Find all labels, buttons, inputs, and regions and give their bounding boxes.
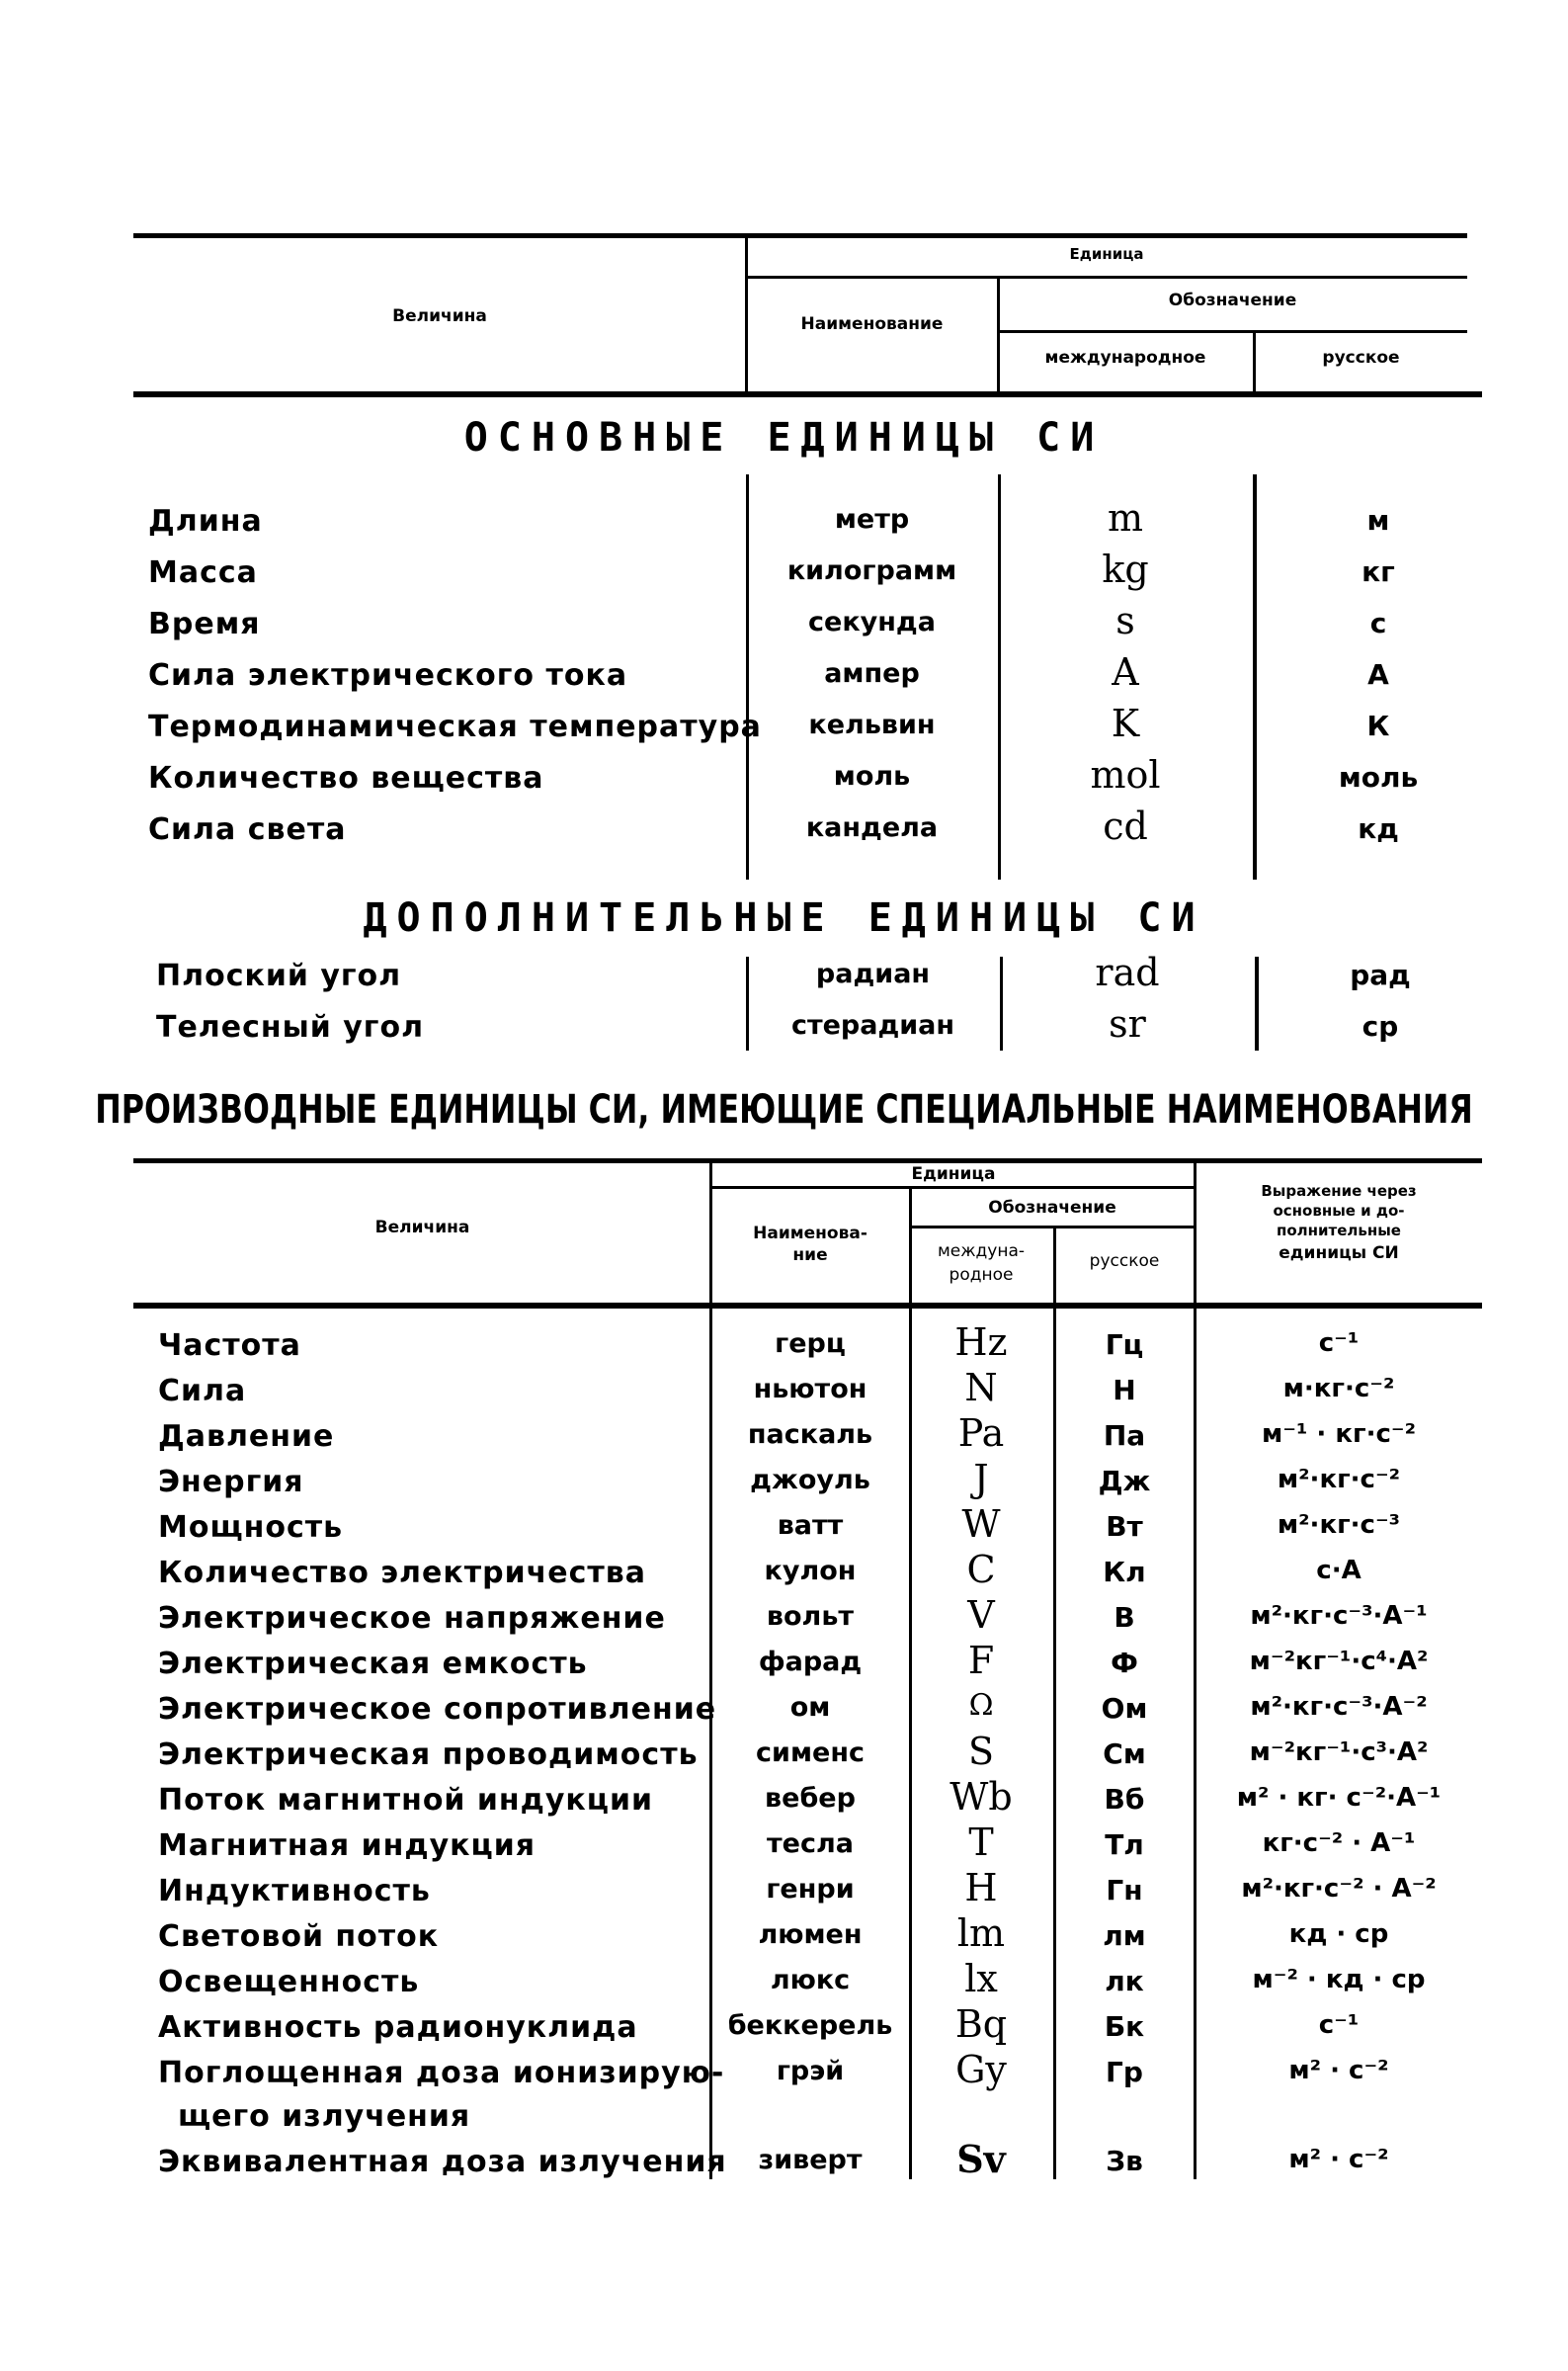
expr-cell: с·А	[1316, 1556, 1362, 1585]
header-quantity: Величина	[392, 306, 487, 326]
rus-cell: Па	[1103, 1419, 1146, 1452]
rus-cell: рад	[1350, 959, 1411, 991]
derived-header-quantity: Величина	[374, 1218, 470, 1237]
intl-cell: lx	[964, 1957, 998, 2000]
name-cell: стерадиан	[790, 1010, 955, 1041]
intl-cell: Hz	[954, 1320, 1008, 1364]
derived-header-expr-2: основные и до-	[1273, 1202, 1405, 1220]
header-russian: русское	[1322, 348, 1400, 368]
name-cell: ньютон	[753, 1374, 867, 1404]
expr-cell: м⁻²кг⁻¹·с⁴·А²	[1249, 1647, 1429, 1676]
intl-cell: rad	[1095, 951, 1160, 994]
quantity-cell: Электрическая проводимость	[158, 1737, 699, 1772]
rus-cell: Гн	[1106, 1874, 1143, 1906]
expr-cell: м⁻² · кд · ср	[1252, 1965, 1426, 1994]
intl-cell: Bq	[954, 2002, 1008, 2046]
name-cell: люкс	[770, 1965, 851, 1995]
rus-cell: Гр	[1106, 2056, 1143, 2088]
table-row	[0, 599, 1568, 658]
name-cell: килограмм	[786, 555, 957, 586]
name-cell: кулон	[764, 1556, 857, 1586]
name-cell: ватт	[777, 1510, 844, 1541]
derived-header-name-1: Наименова-	[753, 1224, 867, 1243]
name-cell: кандела	[805, 812, 939, 843]
rus-cell: Зв	[1106, 2145, 1143, 2177]
header-designation: Обозначение	[1168, 291, 1297, 310]
quantity-cell: Световой поток	[158, 1919, 440, 1954]
rus-cell: См	[1103, 1737, 1146, 1770]
intl-cell: cd	[1103, 804, 1148, 848]
name-cell: сименс	[756, 1737, 865, 1768]
quantity-cell: Электрическая емкость	[158, 1647, 588, 1681]
rus-cell: Ом	[1101, 1692, 1148, 1725]
intl-cell: Gy	[955, 2048, 1007, 2091]
name-cell: вольт	[766, 1601, 855, 1632]
expr-cell: м² · с⁻²	[1288, 2056, 1389, 2085]
rus-cell: В	[1114, 1601, 1135, 1634]
intl-cell: m	[1107, 496, 1144, 540]
quantity-cell: Индуктивность	[158, 1874, 431, 1908]
expr-cell: м²·кг·с⁻² · А⁻²	[1241, 1874, 1437, 1904]
derived-header-expr-3: полнительные	[1277, 1222, 1401, 1239]
table-row	[0, 2137, 1568, 2196]
quantity-cell: Давление	[158, 1419, 335, 1454]
derived-designation-rule	[909, 1226, 1196, 1228]
expr-cell: м⁻²кг⁻¹·с³·А²	[1249, 1737, 1429, 1767]
quantity-cell: Телесный угол	[156, 1010, 425, 1045]
quantity-cell: Активность радионуклида	[158, 2010, 638, 2045]
rus-cell: лм	[1103, 1919, 1146, 1952]
header-bottom-rule	[133, 391, 1482, 397]
derived-header-intl-1: междуна-	[937, 1241, 1026, 1261]
rus-cell: Вб	[1104, 1783, 1145, 1816]
intl-cell: C	[966, 1548, 996, 1591]
table-row	[0, 1866, 1568, 1925]
table-row	[0, 1821, 1568, 1880]
intl-cell: T	[968, 1821, 994, 1864]
table-row	[0, 1957, 1568, 2016]
table-row	[0, 1320, 1568, 1380]
quantity-cell: Сила света	[148, 812, 347, 847]
name-cell: генри	[766, 1874, 855, 1905]
expr-cell: м²·кг·с⁻²	[1277, 1465, 1401, 1494]
table-row	[0, 1775, 1568, 1834]
expr-cell: с⁻¹	[1318, 1328, 1360, 1358]
rus-cell: моль	[1338, 761, 1419, 794]
quantity-cell: Сила электрического тока	[148, 658, 628, 693]
table-row	[0, 1366, 1568, 1425]
intl-cell: V	[967, 1593, 995, 1637]
rus-cell: с	[1369, 607, 1387, 639]
derived-header-unit: Единица	[911, 1164, 996, 1184]
intl-cell: F	[967, 1639, 995, 1682]
quantity-cell: Сила	[158, 1374, 247, 1408]
quantity-cell: Плоский угол	[156, 959, 402, 993]
table-row	[0, 2048, 1568, 2145]
expr-cell: м²·кг·с⁻³	[1277, 1510, 1401, 1540]
name-cell: вебер	[765, 1783, 856, 1814]
quantity-cell: Магнитная индукция	[158, 1828, 536, 1863]
unit-rule	[746, 276, 1467, 279]
name-cell: радиан	[815, 959, 931, 989]
quantity-cell: Частота	[158, 1328, 301, 1363]
quantity-cell: Электрическое сопротивление	[158, 1692, 717, 1727]
expr-cell: м² · с⁻²	[1288, 2145, 1389, 2174]
expr-cell: кг·с⁻² · А⁻¹	[1262, 1828, 1416, 1858]
name-cell: герц	[775, 1328, 846, 1359]
expr-cell: м⁻¹ · кг·с⁻²	[1262, 1419, 1416, 1449]
intl-cell: mol	[1090, 753, 1161, 797]
rus-cell: Тл	[1105, 1828, 1144, 1861]
rus-cell: А	[1367, 658, 1389, 691]
quantity-cell: Поток магнитной индукции	[158, 1783, 654, 1818]
intl-cell: K	[1111, 702, 1140, 745]
derived-header-russian: русское	[1089, 1251, 1160, 1271]
rus-cell: кг	[1362, 555, 1395, 588]
derived-header-expr-1: Выражение через	[1261, 1182, 1417, 1200]
derived-units-title: ПРОИЗВОДНЫЕ ЕДИНИЦЫ СИ, ИМЕЮЩИЕ СПЕЦИАЛЬНЫЕ НАИМЕНОВАНИЯ	[95, 1087, 1473, 1133]
table-row	[0, 1639, 1568, 1698]
rus-cell: Бк	[1104, 2010, 1145, 2043]
name-cell: джоуль	[750, 1465, 870, 1495]
rus-cell: кд	[1358, 812, 1399, 845]
top-rule	[133, 233, 1467, 238]
name-cell: ом	[789, 1692, 831, 1723]
expr-cell: м² · кг· с⁻²·А⁻¹	[1236, 1783, 1442, 1813]
quantity-cell: Освещенность	[158, 1965, 420, 1999]
name-cell: ампер	[824, 658, 920, 689]
rus-cell: Кл	[1103, 1556, 1146, 1588]
name-cell: моль	[833, 761, 911, 792]
quantity-cell: Эквивалентная доза излучения	[158, 2145, 727, 2179]
name-cell: кельвин	[808, 710, 936, 740]
name-cell: тесла	[767, 1828, 854, 1859]
table-row	[0, 496, 1568, 555]
name-cell: люмен	[758, 1919, 863, 1950]
table-row	[0, 548, 1568, 607]
table-row	[0, 1911, 1568, 1971]
quantity-cell: Поглощенная доза ионизирую-	[158, 2056, 725, 2090]
intl-cell: Ω	[968, 1688, 994, 1723]
name-cell: секунда	[808, 607, 936, 637]
table-row	[0, 1411, 1568, 1471]
rus-cell: лк	[1105, 1965, 1144, 1997]
intl-cell: N	[964, 1366, 998, 1409]
intl-cell: S	[967, 1730, 995, 1773]
table-row	[0, 1593, 1568, 1652]
table-row	[0, 702, 1568, 761]
rus-cell: м	[1366, 504, 1390, 537]
quantity-cell-continued: щего излучения	[178, 2099, 471, 2134]
name-cell: грэй	[776, 2056, 845, 2086]
rus-cell: Гц	[1105, 1328, 1144, 1361]
quantity-cell: Электрическое напряжение	[158, 1601, 666, 1636]
quantity-cell: Количество электричества	[158, 1556, 646, 1590]
intl-cell: Wb	[949, 1775, 1013, 1819]
name-cell: паскаль	[747, 1419, 873, 1450]
derived-header-expr-4: единицы СИ	[1279, 1243, 1399, 1263]
expr-cell: кд · ср	[1288, 1919, 1389, 1949]
quantity-cell: Количество вещества	[148, 761, 544, 796]
derived-top-rule	[133, 1158, 1482, 1163]
expr-cell: м²·кг·с⁻³·А⁻²	[1250, 1692, 1428, 1722]
quantity-cell: Длина	[148, 504, 263, 539]
intl-cell: sr	[1109, 1002, 1146, 1046]
derived-header-intl-2: родное	[949, 1265, 1014, 1285]
rus-cell: Вт	[1106, 1510, 1143, 1543]
rus-cell: Н	[1113, 1374, 1136, 1406]
table-row	[0, 753, 1568, 812]
table-row	[0, 1548, 1568, 1607]
intl-cell: Pa	[957, 1411, 1005, 1455]
table-row	[0, 1502, 1568, 1562]
expr-cell: с⁻¹	[1318, 2010, 1360, 2040]
rus-cell: ср	[1362, 1010, 1399, 1043]
expr-cell: м·кг·с⁻²	[1282, 1374, 1395, 1403]
intl-cell: s	[1115, 599, 1135, 642]
table-row	[0, 804, 1568, 864]
quantity-cell: Энергия	[158, 1465, 304, 1499]
table-row	[0, 2002, 1568, 2062]
derived-header-name-2: ние	[792, 1245, 828, 1265]
derived-header-designation: Обозначение	[988, 1198, 1116, 1218]
name-cell: метр	[834, 504, 910, 535]
derived-header-bottom-rule	[133, 1303, 1482, 1309]
rus-cell: Ф	[1111, 1647, 1138, 1679]
expr-cell: м²·кг·с⁻³·А⁻¹	[1250, 1601, 1428, 1631]
table-row	[0, 1457, 1568, 1516]
rus-cell: К	[1366, 710, 1390, 742]
quantity-cell: Термодинамическая температура	[148, 710, 762, 744]
name-cell: фарад	[758, 1647, 863, 1677]
derived-unit-rule	[711, 1186, 1196, 1189]
supplementary-units-title: ДОПОЛНИТЕЛЬНЫЕ ЕДИНИЦЫ СИ	[363, 895, 1205, 941]
intl-cell: Sv	[956, 2137, 1006, 2181]
quantity-cell: Мощность	[158, 1510, 344, 1545]
table-row	[0, 1730, 1568, 1789]
header-international: международное	[1044, 348, 1206, 368]
quantity-cell: Время	[148, 607, 261, 641]
designation-rule	[998, 330, 1467, 333]
base-units-title: ОСНОВНЫЕ ЕДИНИЦЫ СИ	[463, 415, 1105, 461]
table-row	[0, 951, 1568, 1010]
intl-cell: kg	[1102, 548, 1149, 591]
quantity-cell: Масса	[148, 555, 258, 590]
name-cell: зиверт	[758, 2145, 863, 2175]
intl-cell: W	[961, 1502, 1001, 1546]
intl-cell: lm	[956, 1911, 1006, 1955]
name-cell: беккерель	[727, 2010, 893, 2041]
header-name: Наименование	[800, 314, 944, 334]
header-unit: Единица	[1069, 245, 1144, 263]
intl-cell: J	[973, 1457, 989, 1500]
table-row	[0, 650, 1568, 710]
rus-cell: Дж	[1098, 1465, 1151, 1497]
table-row	[0, 1688, 1568, 1743]
intl-cell: H	[964, 1866, 998, 1909]
intl-cell: A	[1112, 650, 1139, 694]
table-row	[0, 1002, 1568, 1061]
